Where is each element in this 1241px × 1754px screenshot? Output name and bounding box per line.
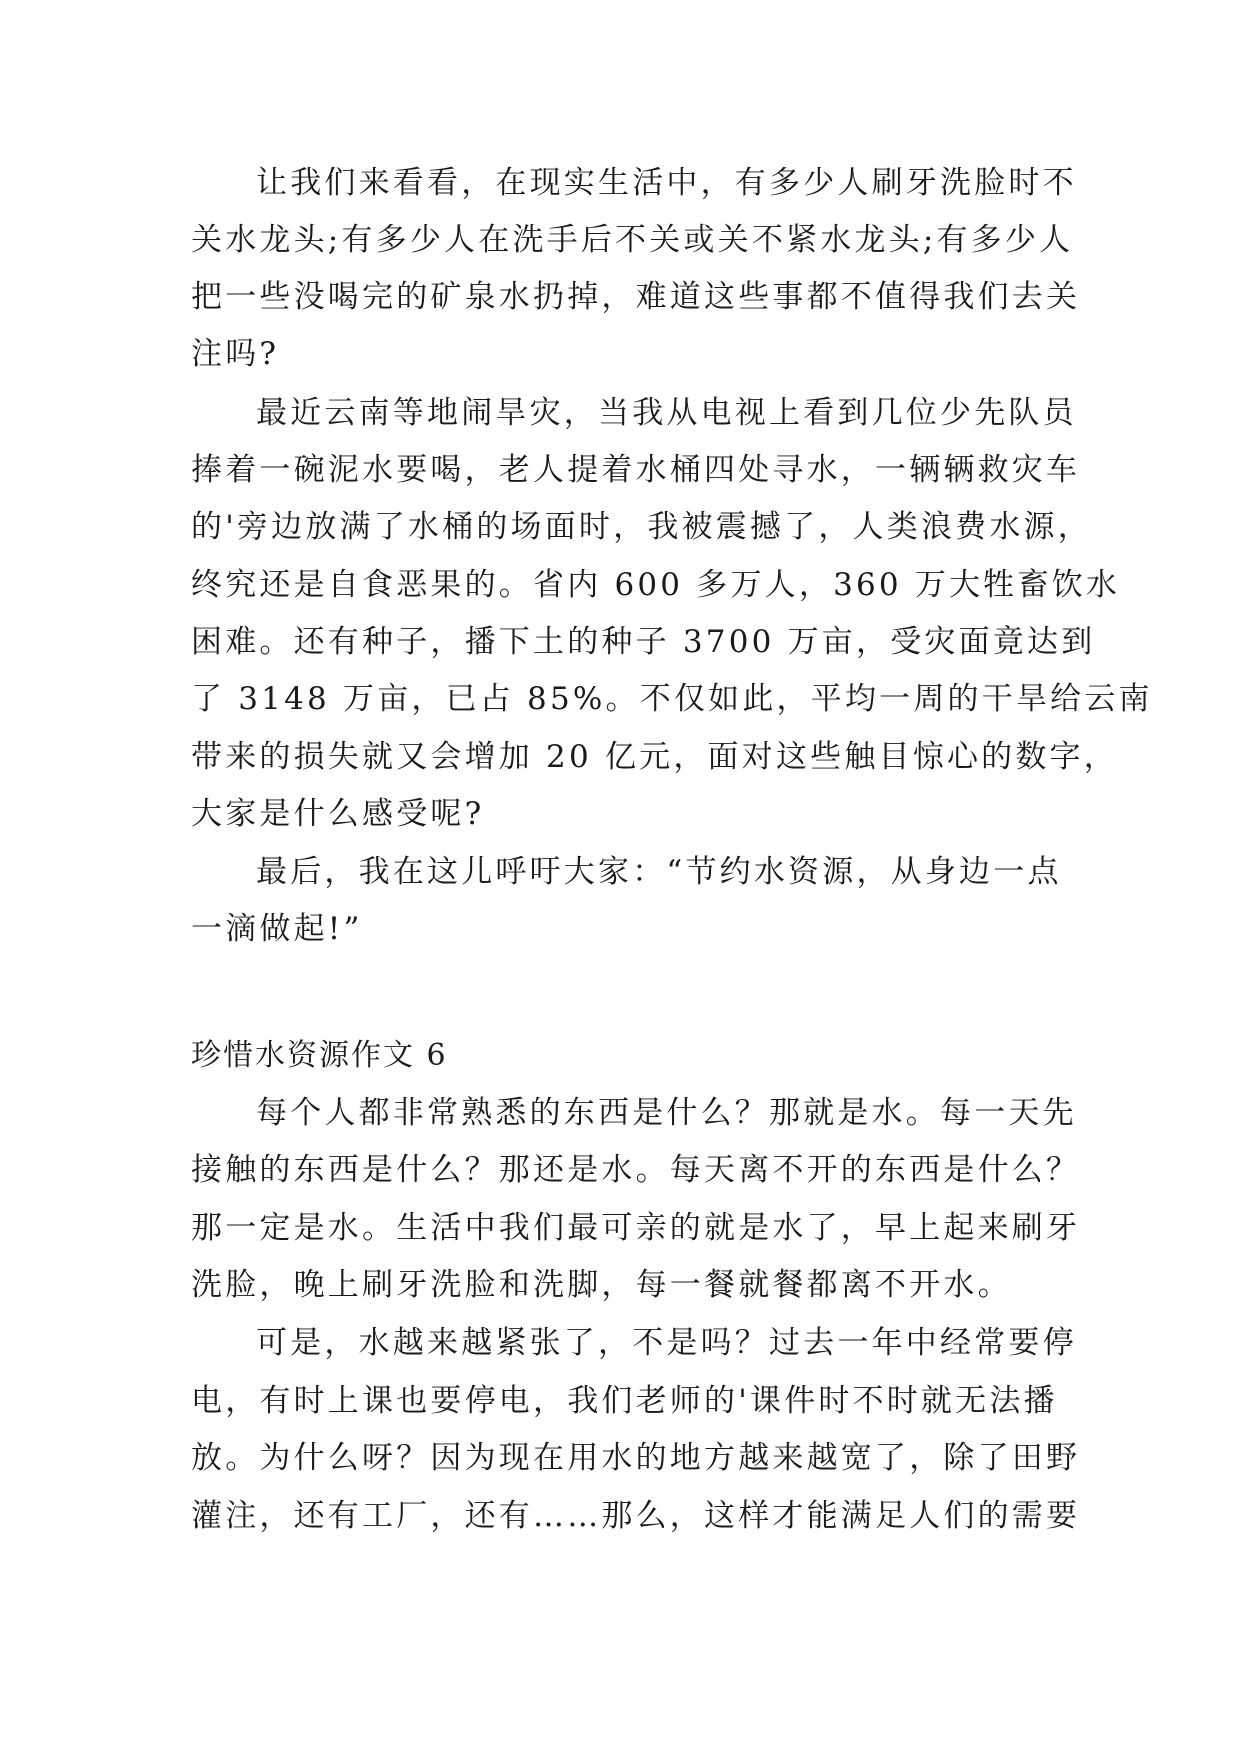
paragraph-line: 接触的东西是什么？那还是水。每天离不开的东西是什么？	[191, 1152, 1081, 1188]
paragraph-line: 了 3148 万亩，已占 85%。不仅如此，平均一周的干旱给云南	[191, 681, 1153, 717]
paragraph-line: 捧着一碗泥水要喝，老人提着水桶四处寻水，一辆辆救灾车	[191, 452, 1081, 488]
paragraph-line: 带来的损失就又会增加 20 亿元，面对这些触目惊心的数字，	[191, 739, 1118, 775]
paragraph-line: 关水龙头;有多少人在洗手后不关或关不紧水龙头;有多少人	[191, 222, 1074, 258]
paragraph-line: 把一些没喝完的矿泉水扔掉，难道这些事都不值得我们去关	[191, 279, 1081, 315]
paragraph-line: 洗脸，晚上刷牙洗脸和洗脚，每一餐就餐都离不开水。	[191, 1267, 1012, 1303]
paragraph-line: 让我们来看看，在现实生活中，有多少人刷牙洗脸时不	[256, 165, 1077, 201]
paragraph-line: 放。为什么呀？因为现在用水的地方越来越宽了，除了田野	[191, 1440, 1081, 1476]
paragraph-line: 那一定是水。生活中我们最可亲的就是水了，早上起来刷牙	[191, 1210, 1081, 1246]
paragraph-line: 每个人都非常熟悉的东西是什么？那就是水。每一天先	[256, 1095, 1077, 1131]
paragraph-line: 最后，我在这儿呼吁大家：“节约水资源，从身边一点	[256, 854, 1062, 890]
paragraph-line: 注吗?	[191, 336, 280, 372]
paragraph-line: 的'旁边放满了水桶的场面时，我被震撼了，人类浪费水源，	[191, 509, 1092, 545]
paragraph-line: 一滴做起!”	[191, 911, 363, 947]
paragraph-line: 可是，水越来越紧张了，不是吗？过去一年中经常要停	[256, 1325, 1077, 1361]
paragraph-line: 终究还是自食恶果的。省内 600 多万人，360 万大牲畜饮水	[191, 567, 1121, 603]
paragraph-line: 最近云南等地闹旱灾，当我从电视上看到几位少先队员	[256, 395, 1077, 431]
section-heading: 珍惜水资源作文 6	[191, 1038, 448, 1073]
paragraph-line: 灌注，还有工厂，还有……那么，这样才能满足人们的需要	[191, 1498, 1081, 1534]
paragraph-line: 困难。还有种子，播下土的种子 3700 万亩，受灾面竟达到	[191, 624, 1096, 660]
paragraph-line: 大家是什么感受呢?	[191, 796, 485, 832]
paragraph-line: 电，有时上课也要停电，我们老师的'课件时不时就无法播	[191, 1383, 1058, 1419]
